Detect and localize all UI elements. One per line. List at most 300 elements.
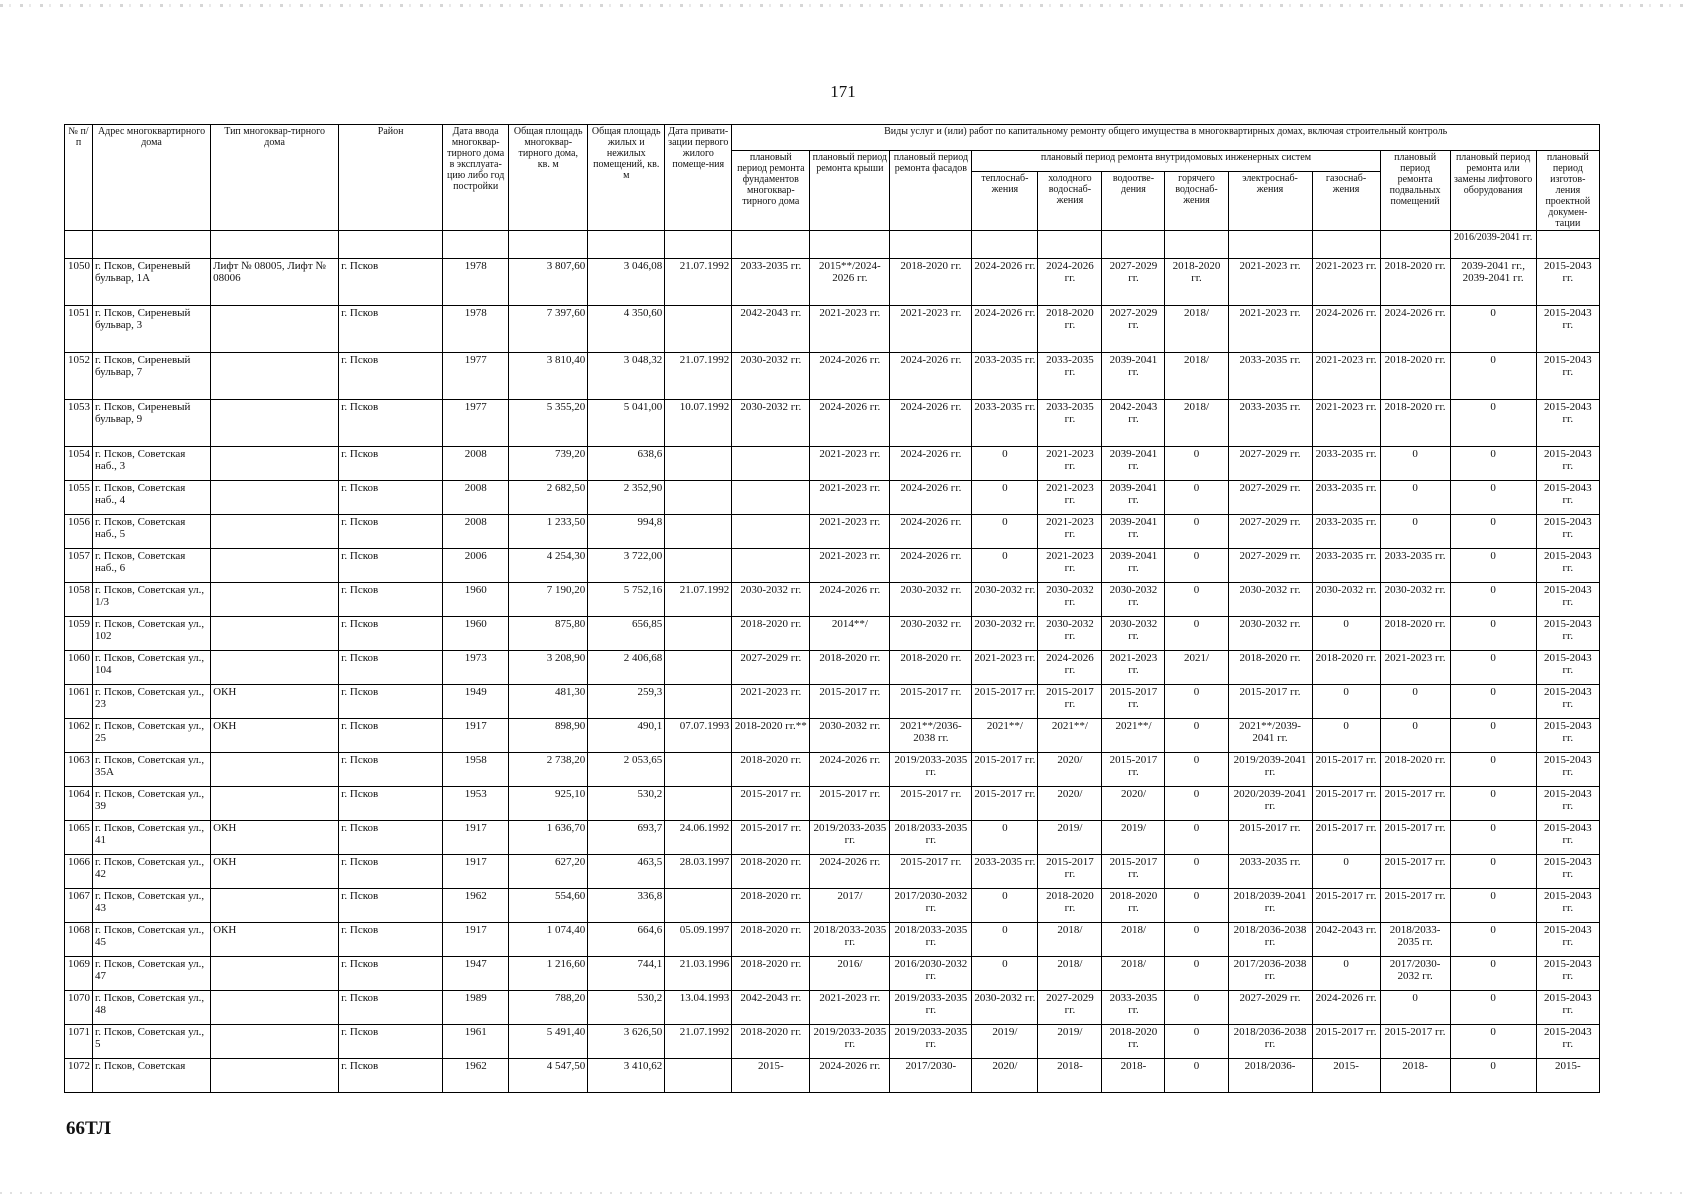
- cell-privatization-date: [665, 617, 732, 651]
- cell-facade-period: 2030-2032 гг.: [890, 583, 972, 617]
- cell-gas-period: 2033-2035 гг.: [1312, 447, 1380, 481]
- cell-house-type: ОКН: [211, 821, 339, 855]
- cell-hot-water-period: 0: [1165, 1059, 1228, 1093]
- table-row: [65, 923, 1600, 957]
- cell-year-built: 1917: [443, 855, 509, 889]
- cell-basement-period: 2024-2026 гг.: [1380, 306, 1450, 353]
- cell-address: г. Псков, Советская ул., 39: [93, 787, 211, 821]
- cell-address: г. Псков, Советская ул., 48: [93, 991, 211, 1025]
- cell-roof-period: 2021-2023 гг.: [810, 481, 890, 515]
- cell-year-built: 2008: [443, 481, 509, 515]
- cell-area-living: 336,8: [588, 889, 665, 923]
- cell-year-built: 1977: [443, 400, 509, 447]
- cell-house-type: [211, 549, 339, 583]
- cell-basement-period: 2030-2032 гг.: [1380, 583, 1450, 617]
- cell-design-period: 2015-2043 гг.: [1536, 481, 1599, 515]
- cell-facade-period: 2017/2030-2032 гг.: [890, 889, 972, 923]
- cell-basement-period: 2015-2017 гг.: [1380, 821, 1450, 855]
- cell-area-total: 2 682,50: [509, 481, 588, 515]
- header-address: Адрес многоквартирного дома: [93, 125, 211, 231]
- cell-district: г. Псков: [339, 923, 443, 957]
- cell-area-living: 2 406,68: [588, 651, 665, 685]
- cell-design-period: 2015-2043 гг.: [1536, 753, 1599, 787]
- cell-hot-water-period: 0: [1165, 923, 1228, 957]
- cell-privatization-date: [665, 787, 732, 821]
- cell-heat-period: 2033-2035 гг.: [972, 400, 1038, 447]
- header-cold-water: холодного водоснаб-жения: [1038, 172, 1102, 231]
- cell-hot-water-period: 0: [1165, 549, 1228, 583]
- cell-foundation-period: 2015-: [732, 1059, 810, 1093]
- header-hot-water: горячего водоснаб-жения: [1165, 172, 1228, 231]
- cell-area-total: 7 397,60: [509, 306, 588, 353]
- cell-address: г. Псков, Советская ул., 47: [93, 957, 211, 991]
- cell-row-number: 1065: [65, 821, 93, 855]
- header-foundation: плановый период ремонта фундаментов многоквар-тирного дома: [732, 151, 810, 231]
- scan-edge-bottom: [0, 1192, 1686, 1194]
- cell-year-built: 2006: [443, 549, 509, 583]
- cell-row-number: 1062: [65, 719, 93, 753]
- cell-area-total: 788,20: [509, 991, 588, 1025]
- cell-area-total: 925,10: [509, 787, 588, 821]
- cell-address: г. Псков, Сиреневый бульвар, 9: [93, 400, 211, 447]
- cell-sewer-period: 2039-2041 гг.: [1102, 481, 1165, 515]
- cell-row-number: 1053: [65, 400, 93, 447]
- cell-area-total: 739,20: [509, 447, 588, 481]
- cell-address: г. Псков, Советская ул., 102: [93, 617, 211, 651]
- cell-lift-period: 0: [1450, 685, 1536, 719]
- table-row: [65, 651, 1600, 685]
- cell-row-number: 1058: [65, 583, 93, 617]
- table-row: [65, 855, 1600, 889]
- cell-foundation-period: 2027-2029 гг.: [732, 651, 810, 685]
- cell-house-type: Лифт № 08005, Лифт № 08006: [211, 259, 339, 306]
- cell-heat-period: 0: [972, 481, 1038, 515]
- cell-foundation-period: 2033-2035 гг.: [732, 259, 810, 306]
- cell-privatization-date: 24.06.1992: [665, 821, 732, 855]
- cell-electric-period: 2033-2035 гг.: [1228, 855, 1312, 889]
- header-row-1: [65, 125, 1600, 151]
- table-row: [65, 787, 1600, 821]
- cell-lift-period: 0: [1450, 583, 1536, 617]
- cell-row-number: 1067: [65, 889, 93, 923]
- cell-privatization-date: 10.07.1992: [665, 400, 732, 447]
- cell-gas-period: 0: [1312, 685, 1380, 719]
- header-house-type: Тип многоквар-тирного дома: [211, 125, 339, 231]
- cell-design-period: 2015-2043 гг.: [1536, 923, 1599, 957]
- cell-house-type: [211, 787, 339, 821]
- cell-area-total: 3 208,90: [509, 651, 588, 685]
- cell-cold-water-period: 2019/: [1038, 1025, 1102, 1059]
- cell-cold-water-period: 2021-2023 гг.: [1038, 481, 1102, 515]
- cell-facade-period: 2018/2033-2035 гг.: [890, 923, 972, 957]
- cell-privatization-date: [665, 515, 732, 549]
- cell-cold-water-period: 2021**/: [1038, 719, 1102, 753]
- cell-gas-period: 0: [1312, 719, 1380, 753]
- cell-cold-water-period: 2018-: [1038, 1059, 1102, 1093]
- cell-design-period: 2015-2043 гг.: [1536, 353, 1599, 400]
- cell-basement-period: 2018/2033-2035 гг.: [1380, 923, 1450, 957]
- cell-year-built: 2008: [443, 515, 509, 549]
- cell-roof-period: 2024-2026 гг.: [810, 1059, 890, 1093]
- header-heat: теплоснаб-жения: [972, 172, 1038, 231]
- cell-sewer-period: 2039-2041 гг.: [1102, 515, 1165, 549]
- cell-electric-period: 2021**/2039-2041 гг.: [1228, 719, 1312, 753]
- table-row: [65, 306, 1600, 353]
- cell-foundation-period: 2021-2023 гг.: [732, 685, 810, 719]
- cell-address: г. Псков, Советская ул., 35А: [93, 753, 211, 787]
- cell-foundation-period: 2018-2020 гг.: [732, 923, 810, 957]
- cell-address: г. Псков, Советская ул., 5: [93, 1025, 211, 1059]
- cell-district: г. Псков: [339, 353, 443, 400]
- cell-foundation-period: 2042-2043 гг.: [732, 306, 810, 353]
- cell-district: г. Псков: [339, 617, 443, 651]
- cell-facade-period: 2019/2033-2035 гг.: [890, 1025, 972, 1059]
- cell-facade-period: 2016/2030-2032 гг.: [890, 957, 972, 991]
- cell-lift-period: 0: [1450, 353, 1536, 400]
- cell-area-total: 5 355,20: [509, 400, 588, 447]
- cell-area-total: 3 810,40: [509, 353, 588, 400]
- cell-design-period: 2015-2043 гг.: [1536, 685, 1599, 719]
- cell-district: г. Псков: [339, 583, 443, 617]
- cell-design-period: 2015-: [1536, 1059, 1599, 1093]
- header-area-living: Общая площадь жилых и нежилых помещений, кв. м: [588, 125, 665, 231]
- cell-lift-period: 0: [1450, 719, 1536, 753]
- cell-roof-period: 2024-2026 гг.: [810, 753, 890, 787]
- cell-facade-period: 2019/2033-2035 гг.: [890, 991, 972, 1025]
- cell-house-type: [211, 889, 339, 923]
- cell-electric-period: 2030-2032 гг.: [1228, 583, 1312, 617]
- cell-district: г. Псков: [339, 753, 443, 787]
- cell-gas-period: 2015-2017 гг.: [1312, 889, 1380, 923]
- cell-year-built: 1960: [443, 617, 509, 651]
- cell-year-built: 1962: [443, 889, 509, 923]
- cell-district: г. Псков: [339, 991, 443, 1025]
- table-row: [65, 991, 1600, 1025]
- cell-electric-period: 2021-2023 гг.: [1228, 306, 1312, 353]
- table-row: [65, 889, 1600, 923]
- cell-lift-period: 2039-2041 гг., 2039-2041 гг.: [1450, 259, 1536, 306]
- cell-area-living: 490,1: [588, 719, 665, 753]
- cell-design-period: 2015-2043 гг.: [1536, 821, 1599, 855]
- cell-address: г. Псков, Сиреневый бульвар, 7: [93, 353, 211, 400]
- cell-privatization-date: 28.03.1997: [665, 855, 732, 889]
- cell-area-total: 4 254,30: [509, 549, 588, 583]
- cell-lift-period: 0: [1450, 957, 1536, 991]
- cell-sewer-period: 2018/: [1102, 923, 1165, 957]
- cell-house-type: [211, 515, 339, 549]
- table-row: [65, 447, 1600, 481]
- cell-sewer-period: 2027-2029 гг.: [1102, 306, 1165, 353]
- cell-heat-period: 2020/: [972, 1059, 1038, 1093]
- cell-cold-water-period: 2024-2026 гг.: [1038, 259, 1102, 306]
- cell-cold-water-period: 2015-2017 гг.: [1038, 685, 1102, 719]
- cell-row-number: 1072: [65, 1059, 93, 1093]
- cell-gas-period: 2042-2043 гг.: [1312, 923, 1380, 957]
- header-lift-note: 2016/2039-2041 гг.: [1450, 231, 1536, 259]
- cell-basement-period: 2018-2020 гг.: [1380, 753, 1450, 787]
- cell-sewer-period: 2015-2017 гг.: [1102, 753, 1165, 787]
- cell-foundation-period: [732, 549, 810, 583]
- cell-foundation-period: 2030-2032 гг.: [732, 583, 810, 617]
- cell-sewer-period: 2039-2041 гг.: [1102, 447, 1165, 481]
- table-body: [65, 259, 1600, 1093]
- cell-area-living: 2 053,65: [588, 753, 665, 787]
- cell-foundation-period: 2018-2020 гг.: [732, 889, 810, 923]
- cell-area-living: 2 352,90: [588, 481, 665, 515]
- cell-privatization-date: 21.07.1992: [665, 259, 732, 306]
- footer-code: 66ТЛ: [66, 1118, 111, 1139]
- cell-roof-period: 2018/2033-2035 гг.: [810, 923, 890, 957]
- cell-sewer-period: 2020/: [1102, 787, 1165, 821]
- cell-house-type: [211, 991, 339, 1025]
- cell-year-built: 1949: [443, 685, 509, 719]
- cell-address: г. Псков, Советская ул., 43: [93, 889, 211, 923]
- cell-facade-period: 2017/2030-: [890, 1059, 972, 1093]
- cell-facade-period: 2018-2020 гг.: [890, 651, 972, 685]
- cell-foundation-period: 2030-2032 гг.: [732, 400, 810, 447]
- cell-lift-period: 0: [1450, 787, 1536, 821]
- cell-district: г. Псков: [339, 549, 443, 583]
- cell-electric-period: 2018/2036-2038 гг.: [1228, 1025, 1312, 1059]
- cell-privatization-date: [665, 549, 732, 583]
- cell-roof-period: 2015-2017 гг.: [810, 787, 890, 821]
- cell-heat-period: 2021-2023 гг.: [972, 651, 1038, 685]
- table-row: [65, 1059, 1600, 1093]
- cell-heat-period: 2030-2032 гг.: [972, 583, 1038, 617]
- cell-hot-water-period: 0: [1165, 447, 1228, 481]
- cell-district: г. Псков: [339, 787, 443, 821]
- cell-design-period: 2015-2043 гг.: [1536, 651, 1599, 685]
- cell-facade-period: 2015-2017 гг.: [890, 685, 972, 719]
- cell-heat-period: 2024-2026 гг.: [972, 306, 1038, 353]
- cell-electric-period: 2027-2029 гг.: [1228, 549, 1312, 583]
- page-number: 171: [830, 82, 856, 101]
- cell-design-period: 2015-2043 гг.: [1536, 787, 1599, 821]
- cell-basement-period: 0: [1380, 515, 1450, 549]
- cell-lift-period: 0: [1450, 549, 1536, 583]
- cell-privatization-date: [665, 651, 732, 685]
- cell-electric-period: 2019/2039-2041 гг.: [1228, 753, 1312, 787]
- cell-facade-period: 2021**/2036-2038 гг.: [890, 719, 972, 753]
- cell-roof-period: 2021-2023 гг.: [810, 549, 890, 583]
- header-gas: газоснаб-жения: [1312, 172, 1380, 231]
- cell-year-built: 1947: [443, 957, 509, 991]
- cell-heat-period: 2015-2017 гг.: [972, 787, 1038, 821]
- cell-gas-period: 2021-2023 гг.: [1312, 259, 1380, 306]
- cell-sewer-period: 2018-2020 гг.: [1102, 1025, 1165, 1059]
- cell-foundation-period: [732, 447, 810, 481]
- cell-basement-period: 2015-2017 гг.: [1380, 889, 1450, 923]
- cell-sewer-period: 2021-2023 гг.: [1102, 651, 1165, 685]
- cell-gas-period: 2033-2035 гг.: [1312, 515, 1380, 549]
- cell-facade-period: 2024-2026 гг.: [890, 353, 972, 400]
- cell-gas-period: 2015-2017 гг.: [1312, 1025, 1380, 1059]
- cell-address: г. Псков, Советская наб., 5: [93, 515, 211, 549]
- cell-district: г. Псков: [339, 821, 443, 855]
- cell-facade-period: 2015-2017 гг.: [890, 855, 972, 889]
- cell-district: г. Псков: [339, 889, 443, 923]
- cell-year-built: 1973: [443, 651, 509, 685]
- cell-basement-period: 2018-2020 гг.: [1380, 259, 1450, 306]
- cell-facade-period: 2015-2017 гг.: [890, 787, 972, 821]
- cell-basement-period: 0: [1380, 481, 1450, 515]
- cell-area-living: 5 041,00: [588, 400, 665, 447]
- cell-row-number: 1069: [65, 957, 93, 991]
- cell-cold-water-period: 2033-2035 гг.: [1038, 353, 1102, 400]
- cell-lift-period: 0: [1450, 923, 1536, 957]
- cell-foundation-period: 2018-2020 гг.: [732, 855, 810, 889]
- cell-area-total: 3 807,60: [509, 259, 588, 306]
- cell-lift-period: 0: [1450, 651, 1536, 685]
- cell-gas-period: 0: [1312, 957, 1380, 991]
- header-services: Виды услуг и (или) работ по капитальному ремонту общего имущества в многоквартирных домах, включая строительный контроль: [732, 125, 1600, 151]
- cell-electric-period: 2033-2035 гг.: [1228, 353, 1312, 400]
- cell-sewer-period: 2033-2035 гг.: [1102, 991, 1165, 1025]
- cell-house-type: [211, 481, 339, 515]
- cell-lift-period: 0: [1450, 821, 1536, 855]
- table-row: [65, 481, 1600, 515]
- cell-area-living: 530,2: [588, 787, 665, 821]
- cell-address: г. Псков, Советская ул., 42: [93, 855, 211, 889]
- cell-row-number: 1061: [65, 685, 93, 719]
- table-row: [65, 821, 1600, 855]
- cell-lift-period: 0: [1450, 753, 1536, 787]
- cell-sewer-period: 2018-2020 гг.: [1102, 889, 1165, 923]
- cell-area-total: 7 190,20: [509, 583, 588, 617]
- cell-house-type: ОКН: [211, 855, 339, 889]
- capital-repair-register-table: [64, 124, 1600, 1093]
- cell-area-living: 3 048,32: [588, 353, 665, 400]
- cell-hot-water-period: 0: [1165, 685, 1228, 719]
- cell-house-type: [211, 1025, 339, 1059]
- cell-facade-period: 2019/2033-2035 гг.: [890, 753, 972, 787]
- cell-district: г. Псков: [339, 259, 443, 306]
- cell-lift-period: 0: [1450, 1059, 1536, 1093]
- cell-row-number: 1059: [65, 617, 93, 651]
- cell-hot-water-period: 2018-2020 гг.: [1165, 259, 1228, 306]
- cell-district: г. Псков: [339, 447, 443, 481]
- cell-address: г. Псков, Советская ул., 1/3: [93, 583, 211, 617]
- cell-year-built: 1977: [443, 353, 509, 400]
- cell-hot-water-period: 0: [1165, 787, 1228, 821]
- cell-address: г. Псков, Советская ул., 45: [93, 923, 211, 957]
- cell-basement-period: 2021-2023 гг.: [1380, 651, 1450, 685]
- table-row: [65, 515, 1600, 549]
- table-row: [65, 583, 1600, 617]
- table-row: [65, 617, 1600, 651]
- cell-cold-water-period: 2018-2020 гг.: [1038, 306, 1102, 353]
- cell-design-period: 2015-2043 гг.: [1536, 549, 1599, 583]
- cell-roof-period: 2018-2020 гг.: [810, 651, 890, 685]
- cell-area-living: 664,6: [588, 923, 665, 957]
- cell-basement-period: 2018-2020 гг.: [1380, 400, 1450, 447]
- cell-house-type: [211, 583, 339, 617]
- cell-foundation-period: 2018-2020 гг.: [732, 617, 810, 651]
- cell-design-period: 2015-2043 гг.: [1536, 400, 1599, 447]
- cell-cold-water-period: 2021-2023 гг.: [1038, 447, 1102, 481]
- header-lift: плановый период ремонта или замены лифтового оборудования: [1450, 151, 1536, 231]
- cell-hot-water-period: 0: [1165, 991, 1228, 1025]
- table-row: [65, 400, 1600, 447]
- cell-heat-period: 2021**/: [972, 719, 1038, 753]
- cell-design-period: 2015-2043 гг.: [1536, 259, 1599, 306]
- header-roof: плановый период ремонта крыши: [810, 151, 890, 231]
- table-row: [65, 549, 1600, 583]
- cell-privatization-date: [665, 685, 732, 719]
- cell-cold-water-period: 2019/: [1038, 821, 1102, 855]
- cell-lift-period: 0: [1450, 617, 1536, 651]
- cell-year-built: 1917: [443, 923, 509, 957]
- cell-electric-period: 2030-2032 гг.: [1228, 617, 1312, 651]
- cell-district: г. Псков: [339, 1025, 443, 1059]
- cell-area-living: 463,5: [588, 855, 665, 889]
- cell-house-type: [211, 306, 339, 353]
- cell-district: г. Псков: [339, 481, 443, 515]
- cell-hot-water-period: 0: [1165, 617, 1228, 651]
- header-systems: плановый период ремонта внутридомовых инженерных систем: [972, 151, 1380, 172]
- table-row: [65, 1025, 1600, 1059]
- cell-privatization-date: 05.09.1997: [665, 923, 732, 957]
- cell-gas-period: 2030-2032 гг.: [1312, 583, 1380, 617]
- cell-address: г. Псков, Сиреневый бульвар, 1А: [93, 259, 211, 306]
- cell-electric-period: 2015-2017 гг.: [1228, 685, 1312, 719]
- cell-electric-period: 2027-2029 гг.: [1228, 991, 1312, 1025]
- cell-lift-period: 0: [1450, 515, 1536, 549]
- header-electric: электроснаб-жения: [1228, 172, 1312, 231]
- cell-house-type: [211, 753, 339, 787]
- table-row: [65, 719, 1600, 753]
- cell-area-total: 627,20: [509, 855, 588, 889]
- cell-heat-period: 0: [972, 957, 1038, 991]
- header-privatization: Дата привати-зации первого жилого помеще-ния: [665, 125, 732, 231]
- cell-heat-period: 2015-2017 гг.: [972, 753, 1038, 787]
- cell-row-number: 1054: [65, 447, 93, 481]
- cell-row-number: 1051: [65, 306, 93, 353]
- cell-year-built: 1961: [443, 1025, 509, 1059]
- cell-lift-period: 0: [1450, 855, 1536, 889]
- table-row: [65, 259, 1600, 306]
- cell-foundation-period: 2015-2017 гг.: [732, 787, 810, 821]
- cell-house-type: [211, 353, 339, 400]
- cell-heat-period: 0: [972, 821, 1038, 855]
- cell-address: г. Псков, Советская ул., 25: [93, 719, 211, 753]
- cell-design-period: 2015-2043 гг.: [1536, 583, 1599, 617]
- cell-cold-water-period: 2020/: [1038, 787, 1102, 821]
- cell-electric-period: 2033-2035 гг.: [1228, 400, 1312, 447]
- cell-sewer-period: 2027-2029 гг.: [1102, 259, 1165, 306]
- header-design-docs: плановый период изготов-ления проектной докумен-тации: [1536, 151, 1599, 231]
- cell-area-total: 1 216,60: [509, 957, 588, 991]
- cell-heat-period: 0: [972, 549, 1038, 583]
- cell-hot-water-period: 0: [1165, 1025, 1228, 1059]
- cell-roof-period: 2021-2023 гг.: [810, 306, 890, 353]
- cell-privatization-date: [665, 889, 732, 923]
- cell-roof-period: 2016/: [810, 957, 890, 991]
- cell-design-period: 2015-2043 гг.: [1536, 719, 1599, 753]
- cell-cold-water-period: 2030-2032 гг.: [1038, 617, 1102, 651]
- cell-electric-period: 2017/2036-2038 гг.: [1228, 957, 1312, 991]
- cell-area-living: 259,3: [588, 685, 665, 719]
- cell-basement-period: 2015-2017 гг.: [1380, 1025, 1450, 1059]
- cell-heat-period: 2024-2026 гг.: [972, 259, 1038, 306]
- cell-row-number: 1071: [65, 1025, 93, 1059]
- cell-roof-period: 2024-2026 гг.: [810, 583, 890, 617]
- header-district: Район: [339, 125, 443, 231]
- cell-basement-period: 0: [1380, 447, 1450, 481]
- cell-cold-water-period: 2021-2023 гг.: [1038, 515, 1102, 549]
- cell-lift-period: 0: [1450, 400, 1536, 447]
- cell-design-period: 2015-2043 гг.: [1536, 617, 1599, 651]
